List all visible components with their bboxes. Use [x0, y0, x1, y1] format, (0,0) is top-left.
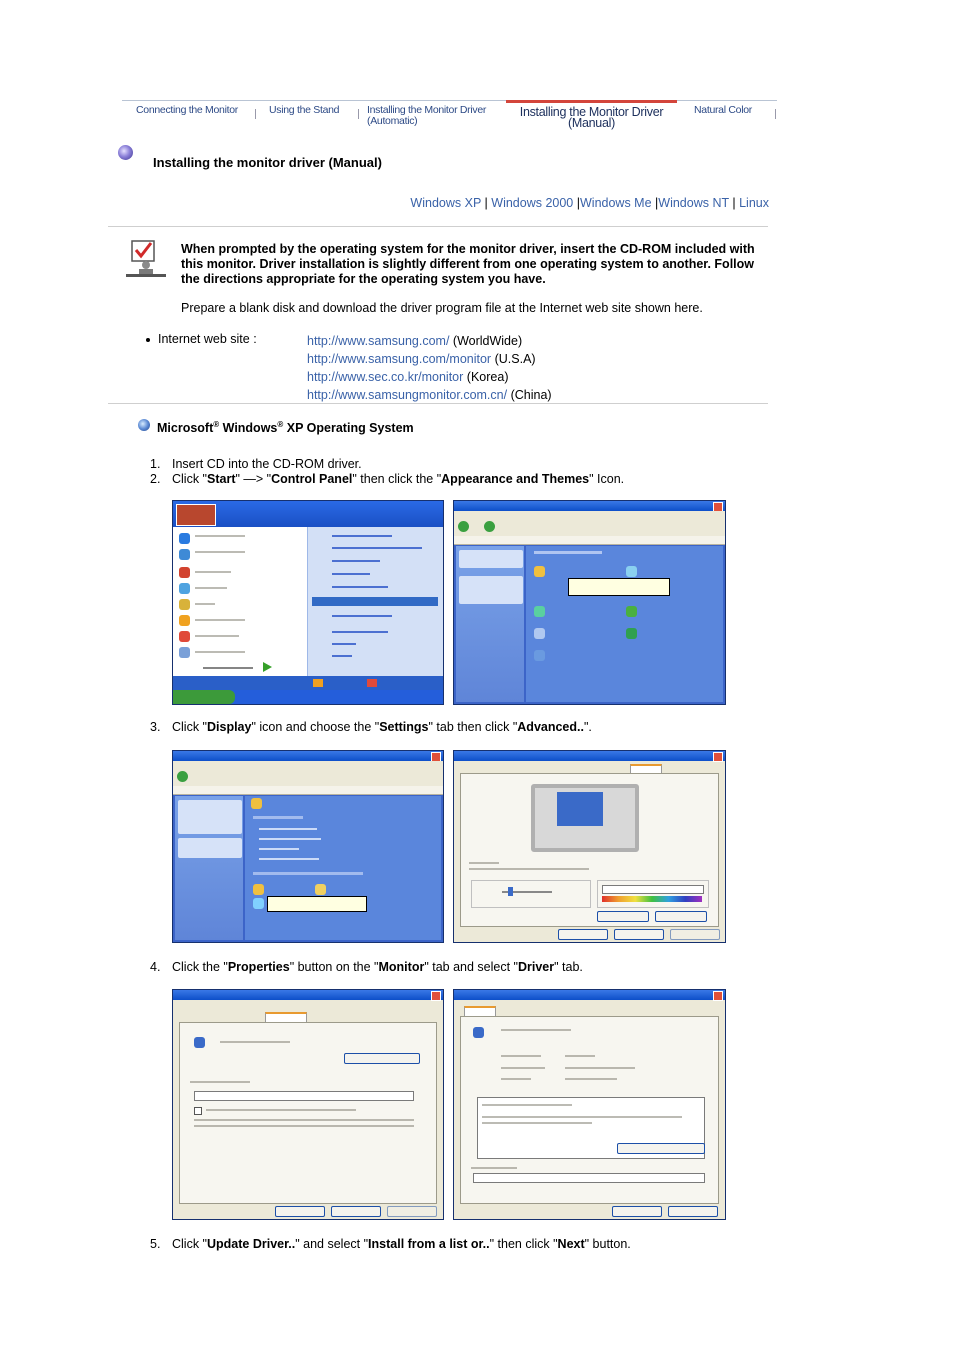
sounds-icon [534, 628, 545, 639]
screenshot-pnp-monitor-properties [453, 989, 726, 1220]
user-avatar [176, 504, 216, 526]
performance-icon [534, 650, 545, 661]
menu-item [195, 571, 231, 573]
top-nav [122, 100, 777, 139]
step-2 [150, 472, 624, 486]
tooltip [267, 896, 367, 912]
monitor-icon [194, 1037, 205, 1048]
nav-tab-connecting[interactable]: Connecting the Monitor [136, 104, 238, 116]
window-titlebar [454, 501, 725, 511]
step-number: 1. [150, 457, 161, 471]
step-keyword: Update Driver.. [207, 1237, 296, 1251]
text-line [565, 1055, 595, 1057]
ok-button [558, 929, 608, 940]
step-text: " —> " [235, 472, 272, 486]
refresh-rate-select [194, 1091, 414, 1101]
registered-mark: ® [277, 420, 284, 429]
close-icon [713, 991, 723, 1001]
accessibility-icon [626, 628, 637, 639]
step-text: " button. [584, 1237, 631, 1251]
nav-separator [255, 109, 256, 119]
msn-icon [179, 631, 190, 642]
troubleshoot-button [597, 911, 649, 922]
menu-item [332, 643, 356, 645]
registered-mark: ® [213, 420, 220, 429]
menu-item [195, 535, 245, 537]
nav-tab-manual[interactable]: Installing the Monitor Driver (Manual) [506, 100, 677, 129]
list-item [307, 368, 552, 386]
step-text: Click the " [172, 960, 228, 974]
step-number: 3. [150, 720, 161, 734]
step-keyword: Settings [379, 720, 429, 734]
text-line [482, 1116, 682, 1118]
step-4 [150, 960, 583, 974]
resolution-group [471, 880, 591, 908]
date-time-icon [626, 606, 637, 617]
menu-item [195, 619, 245, 621]
page-title: Installing the monitor driver (Manual) [153, 155, 382, 170]
nav-tab-natural-color[interactable]: Natural Color [694, 104, 752, 116]
site-region: (China) [510, 388, 552, 402]
dialog-body [179, 1022, 437, 1204]
task-pane [456, 546, 524, 702]
task-link [259, 828, 317, 830]
add-remove-icon [534, 606, 545, 617]
menu-item [332, 586, 388, 588]
text-line [194, 1119, 414, 1121]
section-title-part: Windows [219, 421, 278, 436]
step-text: " tab and select " [424, 960, 518, 974]
step-keyword: Advanced.. [517, 720, 584, 734]
step-text: " icon and choose the " [251, 720, 380, 734]
site-link[interactable]: http://www.samsung.com/ [307, 334, 450, 348]
panel-box [178, 800, 242, 834]
text-line [471, 1167, 517, 1169]
menu-item [332, 631, 388, 633]
appearance-icon [251, 798, 262, 809]
link-windows-xp[interactable]: Windows XP [410, 196, 482, 210]
list-item [307, 386, 552, 404]
ok-button [612, 1206, 662, 1217]
taskbar [173, 690, 443, 704]
note-bold-text: When prompted by the operating system for the monitor driver, insert the CD-ROM included with this monitor. Driver installation is slightly different from one operating system to another. Follow the directions appropriate for the operating system you have. [181, 242, 755, 286]
all-programs-item [203, 667, 253, 669]
screenshot-display-properties [453, 750, 726, 943]
task-heading [253, 872, 363, 875]
bullet-icon [138, 419, 150, 431]
program-icon [179, 567, 190, 578]
list-item [307, 350, 552, 368]
section-title-part: Microsoft [157, 421, 214, 436]
text-line [469, 868, 589, 870]
step-keyword: Next [557, 1237, 585, 1251]
window-titlebar [173, 990, 443, 1000]
text-line [206, 1109, 356, 1111]
menu-item [195, 651, 245, 653]
text-line [565, 1078, 617, 1080]
list-bullet [146, 338, 150, 342]
step-text: Click " [172, 720, 207, 734]
step-text: Click " [172, 472, 207, 486]
cancel-button [668, 1206, 718, 1217]
window-toolbar [454, 518, 725, 537]
hide-modes-checkbox [194, 1107, 202, 1115]
site-link[interactable]: http://www.sec.co.kr/monitor [307, 370, 464, 384]
site-list [307, 332, 552, 404]
step-text: ". [583, 720, 592, 734]
slider-thumb [508, 887, 513, 896]
cancel-button [614, 929, 664, 940]
checklist-icon [124, 238, 168, 278]
site-label-text: Internet web site : [158, 332, 257, 346]
advanced-button [655, 911, 707, 922]
close-icon [431, 991, 441, 1001]
color-bar [602, 896, 702, 902]
step-5 [150, 1237, 631, 1251]
screenshot-monitor-properties [172, 989, 444, 1220]
control-panel-item [312, 597, 438, 606]
nav-tab-stand[interactable]: Using the Stand [269, 104, 340, 116]
device-usage-select [473, 1173, 705, 1183]
color-select [602, 885, 704, 894]
color-quality-group [597, 880, 709, 908]
shutdown-icon [367, 679, 377, 687]
link-windows-me[interactable]: Windows Me [580, 196, 652, 210]
window-menubar [454, 511, 725, 518]
menu-item [195, 603, 215, 605]
screenshot-start-menu [172, 500, 444, 705]
logoff-bar [173, 676, 443, 690]
window-titlebar [454, 751, 725, 761]
panel-box [178, 838, 242, 858]
site-link[interactable]: http://www.samsung.com/monitor [307, 352, 492, 366]
link-linux[interactable]: Linux [739, 196, 769, 210]
section-title [157, 420, 414, 435]
window-toolbar [173, 768, 443, 787]
task-link [259, 838, 321, 840]
text-line [194, 1125, 414, 1127]
site-label [146, 332, 257, 346]
task-heading [253, 816, 303, 819]
site-link[interactable]: http://www.samsungmonitor.com.cn/ [307, 388, 508, 402]
task-area [245, 796, 441, 940]
nav-tab-auto[interactable]: Installing the Monitor Driver (Automatic) [367, 104, 487, 127]
link-windows-nt[interactable]: Windows NT [658, 196, 729, 210]
dialog-tabs [181, 1004, 435, 1023]
step-keyword: Install from a list or.. [368, 1237, 490, 1251]
cancel-button [331, 1206, 381, 1217]
text-line [482, 1104, 572, 1106]
step-text: " then click the " [352, 472, 442, 486]
start-button [173, 690, 235, 704]
category-area [526, 546, 723, 702]
step-keyword: Start [207, 472, 236, 486]
ok-button [275, 1206, 325, 1217]
site-region: (U.S.A) [494, 352, 536, 366]
menu-item [332, 560, 380, 562]
os-links: Windows XP | Windows 2000 |Windows Me |Windows NT | Linux [410, 196, 769, 210]
paint-icon [179, 599, 190, 610]
step-text: " then click " [489, 1237, 558, 1251]
divider [108, 403, 768, 404]
step-text: Click " [172, 1237, 207, 1251]
start-menu-left [173, 527, 307, 690]
step-keyword: Driver [517, 960, 555, 974]
folder-options-icon [315, 884, 326, 895]
step-text: " Icon. [589, 472, 625, 486]
step-number: 5. [150, 1237, 161, 1251]
network-icon [626, 566, 637, 577]
start-menu-header [173, 501, 443, 527]
nav-separator [358, 109, 359, 119]
logoff-icon [313, 679, 323, 687]
panel-box [459, 576, 523, 604]
step-keyword: Display [207, 720, 252, 734]
back-icon [177, 771, 188, 782]
step-text: " tab then click " [428, 720, 518, 734]
panel-box [459, 550, 523, 568]
menu-item [332, 655, 352, 657]
divider [108, 226, 768, 227]
monitor-preview [531, 784, 639, 852]
text-line [565, 1067, 635, 1069]
apply-button [387, 1206, 437, 1217]
task-link [259, 858, 319, 860]
step-text: " and select " [295, 1237, 369, 1251]
step-1 [150, 457, 362, 471]
site-region: (Korea) [466, 370, 509, 384]
appearance-icon [534, 566, 545, 577]
properties-button [344, 1053, 420, 1064]
menu-item [195, 551, 245, 553]
menu-item [195, 635, 239, 637]
screenshot-appearance-themes [172, 750, 444, 943]
category-heading [534, 551, 602, 554]
media-player-icon [179, 615, 190, 626]
text-line [501, 1029, 571, 1031]
step-text: " button on the " [289, 960, 379, 974]
step-number: 4. [150, 960, 161, 974]
back-icon [458, 521, 469, 532]
menu-item [332, 573, 370, 575]
text-line [501, 1067, 545, 1069]
arrow-right-icon [263, 662, 272, 672]
text-line [220, 1041, 290, 1043]
task-pane [175, 796, 243, 940]
list-item [307, 332, 552, 350]
taskbar-icon [253, 884, 264, 895]
link-windows-2000[interactable]: Windows 2000 [491, 196, 574, 210]
menu-item [195, 587, 227, 589]
preview-screen [557, 792, 603, 826]
section-title-part: XP Operating System [283, 421, 414, 436]
text-line [501, 1055, 541, 1057]
close-icon [713, 752, 723, 762]
site-region: (WorldWide) [452, 334, 523, 348]
step-3 [150, 720, 592, 734]
display-icon [253, 898, 264, 909]
note-plain-text: Prepare a blank disk and download the driver program file at the Internet web site shown here. [181, 301, 703, 315]
nav-separator [775, 109, 776, 119]
text-line [190, 1081, 250, 1083]
apply-button [670, 929, 720, 940]
text-line [469, 862, 499, 864]
email-icon [179, 549, 190, 560]
address-bar [173, 786, 443, 795]
text-line [501, 1078, 531, 1080]
menu-item [332, 547, 422, 549]
step-text: " tab. [554, 960, 583, 974]
address-bar [454, 536, 725, 545]
window-titlebar [454, 990, 725, 1000]
screenshot-control-panel [453, 500, 726, 705]
step-keyword: Appearance and Themes [441, 472, 590, 486]
step-keyword: Properties [227, 960, 290, 974]
menu-item [332, 615, 392, 617]
monitor-icon [473, 1027, 484, 1038]
window-titlebar [173, 751, 443, 761]
troubleshoot-button [617, 1143, 705, 1154]
task-link [259, 848, 299, 850]
dialog-body [460, 1016, 719, 1204]
step-text: Insert CD into the CD-ROM driver. [172, 457, 362, 471]
forward-icon [484, 521, 495, 532]
text-line [482, 1122, 592, 1124]
dialog-body [460, 773, 719, 927]
step-keyword: Control Panel [271, 472, 353, 486]
window-menubar [173, 761, 443, 768]
movie-maker-icon [179, 647, 190, 658]
menu-item [332, 535, 392, 537]
tooltip [568, 578, 670, 596]
bullet-icon [118, 145, 133, 160]
step-keyword: Monitor [378, 960, 425, 974]
step-number: 2. [150, 472, 161, 486]
start-menu-right [307, 527, 443, 690]
ie-icon [179, 533, 190, 544]
notepad-icon [179, 583, 190, 594]
